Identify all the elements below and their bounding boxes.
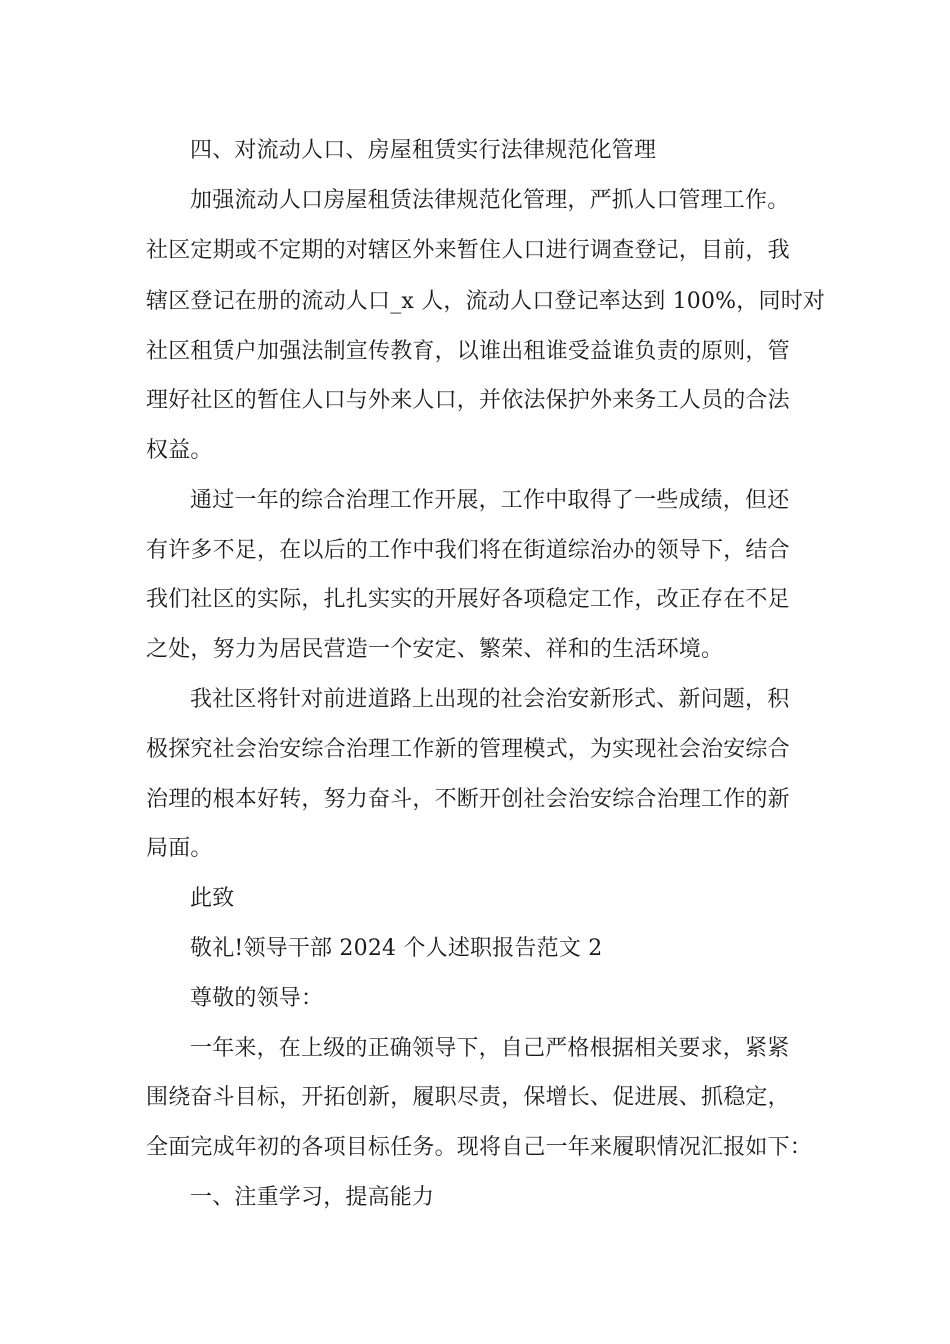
paragraph-line: 社区定期或不定期的对辖区外来暂住人口进行调查登记，目前，我 [146, 238, 790, 263]
paragraph-line: 通过一年的综合治理工作开展，工作中取得了一些成绩，但还 [190, 488, 790, 513]
greeting: 尊敬的领导： [190, 986, 324, 1011]
paragraph-line: 之处，努力为居民营造一个安定、繁荣、祥和的生活环境。 [146, 637, 724, 662]
paragraph-line: 我社区将针对前进道路上出现的社会治安新形式、新问题，积 [190, 687, 790, 712]
paragraph-line: 治理的根本好转，努力奋斗，不断开创社会治安综合治理工作的新 [146, 787, 790, 812]
paragraph-line: 有许多不足，在以后的工作中我们将在街道综治办的领导下，结合 [146, 538, 790, 563]
paragraph-line: 我们社区的实际，扎扎实实的开展好各项稳定工作，改正存在不足 [146, 587, 790, 612]
paragraph-line: 局面。 [146, 836, 213, 861]
paragraph-line: 极探究社会治安综合治理工作新的管理模式，为实现社会治安综合 [146, 737, 790, 762]
paragraph-line: 加强流动人口房屋租赁法律规范化管理，严抓人口管理工作。 [190, 188, 790, 213]
paragraph-line: 一年来，在上级的正确领导下，自己严格根据相关要求，紧紧 [190, 1036, 790, 1061]
paragraph-line: 围绕奋斗目标，开拓创新，履职尽责，保增长、促进展、抓稳定， [146, 1085, 790, 1110]
paragraph-line: 全面完成年初的各项目标任务。现将自己一年来履职情况汇报如下： [146, 1135, 813, 1160]
closing-salutation: 此致 [190, 886, 235, 911]
section-heading-4: 四、对流动人口、房屋租赁实行法律规范化管理 [190, 138, 657, 163]
paragraph-line: 社区租赁户加强法制宣传教育，以谁出租谁受益谁负责的原则，管 [146, 339, 790, 364]
document-title-line: 敬礼!领导干部 2024 个人述职报告范文 2 [190, 936, 603, 961]
paragraph-line: 辖区登记在册的流动人口_x 人，流动人口登记率达到 100%，同时对 [146, 289, 826, 314]
paragraph-line: 权益。 [146, 438, 213, 463]
section-heading-1: 一、注重学习，提高能力 [190, 1185, 435, 1210]
paragraph-line: 理好社区的暂住人口与外来人口，并依法保护外来务工人员的合法 [146, 388, 790, 413]
